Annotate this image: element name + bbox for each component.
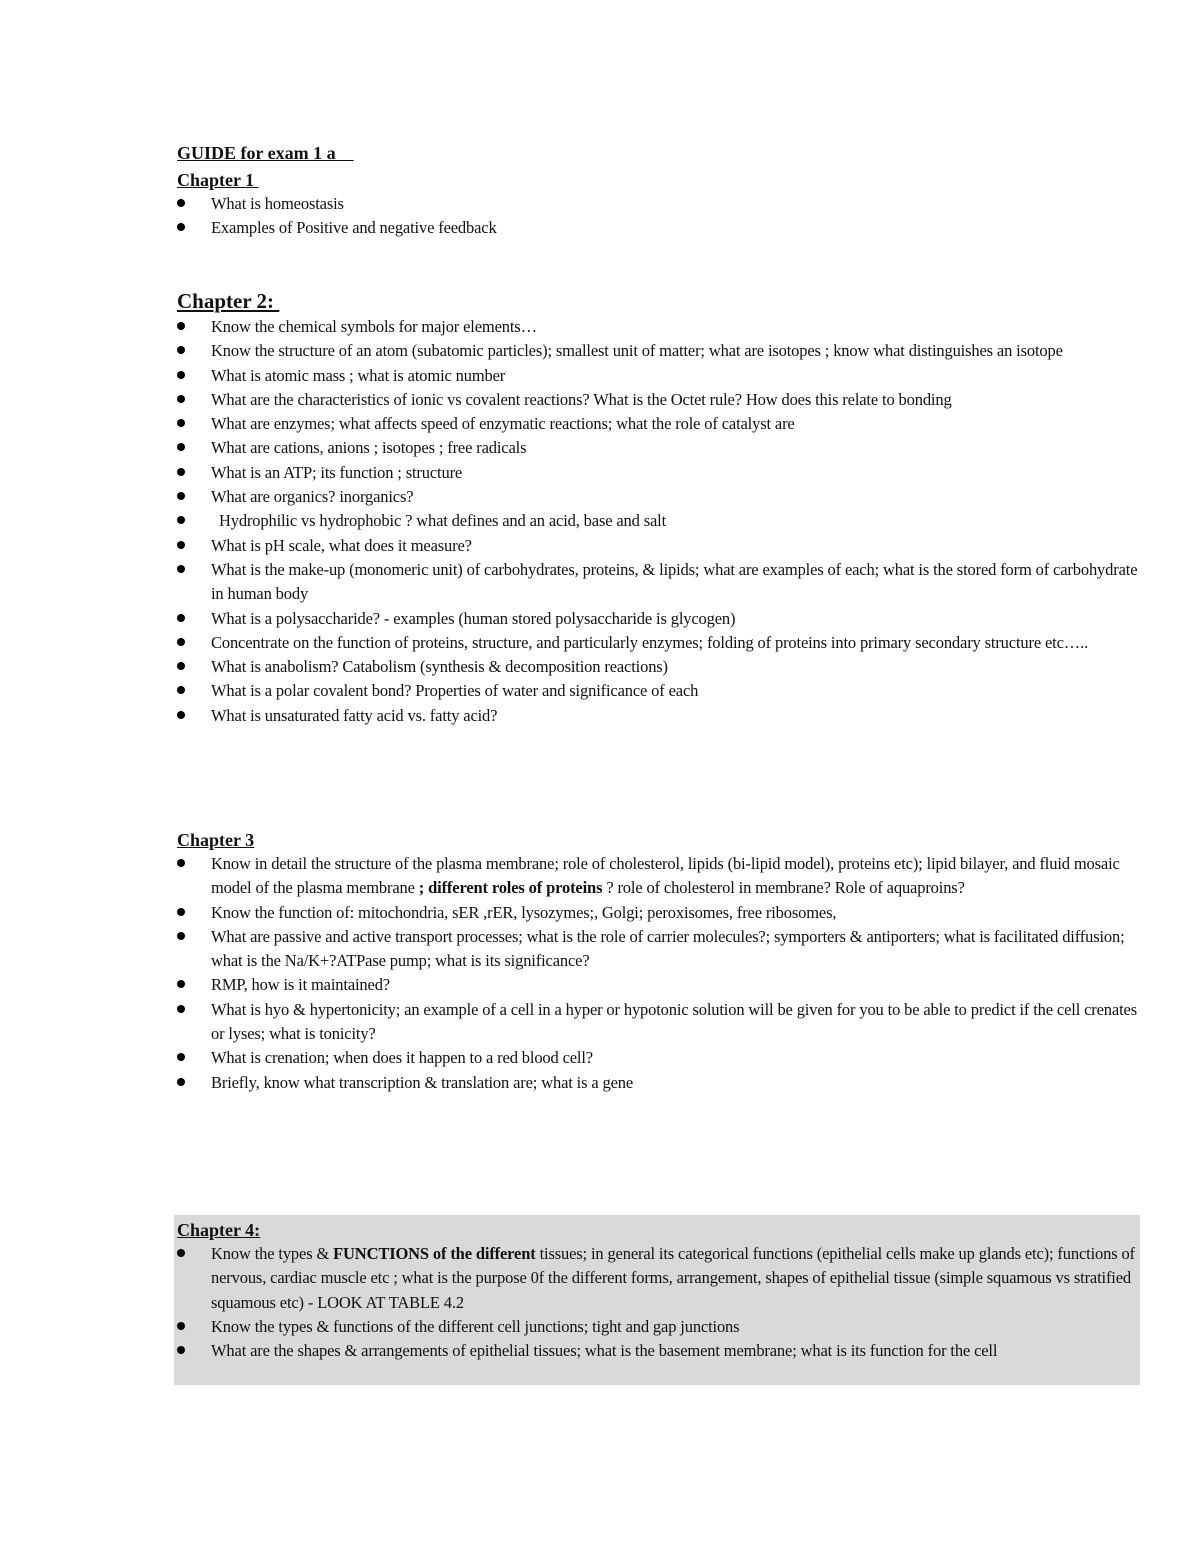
chapter-3-section — [177, 828, 1142, 1095]
list-item: Know the function of: mitochondria, sER ,rER, lysozymes;, Golgi; peroxisomes, free ribosomes, — [177, 901, 1142, 925]
bullet-icon — [177, 1078, 185, 1086]
list-item: What is atomic mass ; what is atomic number — [177, 364, 1142, 388]
bullet-icon — [177, 711, 185, 719]
bullet-icon — [177, 1346, 185, 1354]
list-item: What are organics? inorganics? — [177, 485, 1142, 509]
bullet-icon — [177, 223, 185, 231]
bullet-icon — [177, 1322, 185, 1330]
chapter-4-section — [177, 1218, 1142, 1363]
chapter-2-list — [177, 315, 1142, 728]
bullet-icon — [177, 395, 185, 403]
bullet-icon — [177, 492, 185, 500]
list-item: What are enzymes; what affects speed of enzymatic reactions; what the role of catalyst are — [177, 412, 1142, 436]
bullet-icon — [177, 371, 185, 379]
bullet-icon — [177, 662, 185, 670]
bullet-icon — [177, 346, 185, 354]
bullet-icon — [177, 199, 185, 207]
list-item: What is hyo & hypertonicity; an example of a cell in a hyper or hypotonic solution will be given for you to be able to predict if the cell crenates or lyses; what is tonicity? — [177, 998, 1142, 1047]
list-item: Examples of Positive and negative feedback — [177, 216, 1142, 240]
chapter-2-section — [177, 287, 1142, 728]
bullet-icon — [177, 1249, 185, 1257]
list-item: What are cations, anions ; isotopes ; free radicals — [177, 436, 1142, 460]
list-item: Hydrophilic vs hydrophobic ? what defines and an acid, base and salt — [177, 509, 1142, 533]
bullet-icon — [177, 638, 185, 646]
list-item: Know the chemical symbols for major elements… — [177, 315, 1142, 339]
list-item: What is an ATP; its function ; structure — [177, 461, 1142, 485]
chapter-2-heading: Chapter 2: — [177, 289, 280, 313]
bullet-icon — [177, 859, 185, 867]
bullet-icon — [177, 565, 185, 573]
chapter-3-list — [177, 852, 1142, 1095]
chapter-1-list — [177, 192, 1142, 241]
bullet-icon — [177, 443, 185, 451]
chapter-3-heading: Chapter 3 — [177, 830, 255, 850]
list-item: Know the types & functions of the different cell junctions; tight and gap junctions — [177, 1315, 1142, 1339]
chapter-1-heading: Chapter 1 — [177, 170, 259, 190]
list-item: Know in detail the structure of the plasma membrane; role of cholesterol, lipids (bi-lipid model), proteins etc); lipid bilayer, and fluid mosaic model of the plasma membrane ; different roles of proteins ? role of cholesterol in membrane? Role of aquaproins? — [177, 852, 1142, 901]
list-item: What are the characteristics of ionic vs covalent reactions? What is the Octet rule? How does this relate to bonding — [177, 388, 1142, 412]
list-item: What is crenation; when does it happen to a red blood cell? — [177, 1046, 1142, 1070]
bullet-icon — [177, 686, 185, 694]
list-item: What is pH scale, what does it measure? — [177, 534, 1142, 558]
bullet-icon — [177, 1053, 185, 1061]
bullet-icon — [177, 541, 185, 549]
bullet-icon — [177, 419, 185, 427]
list-item: What is a polar covalent bond? Properties of water and significance of each — [177, 679, 1142, 703]
list-item: What are passive and active transport processes; what is the role of carrier molecules?; symporters & antiporters; what is facilitated diffusion; what is the Na/K+?ATPase pump; what is its significance? — [177, 925, 1142, 974]
list-item: What is homeostasis — [177, 192, 1142, 216]
chapter-4-heading: Chapter 4: — [177, 1220, 261, 1240]
list-item: Know the types & FUNCTIONS of the different tissues; in general its categorical functions (epithelial cells make up glands etc); functions of nervous, cardiac muscle etc ; what is the purpose 0f the different forms, arrangement, shapes of epithelial tissue (simple squamous vs stratified squamous etc) - LOOK AT TABLE 4.2 — [177, 1242, 1142, 1315]
list-item: What is unsaturated fatty acid vs. fatty acid? — [177, 704, 1142, 728]
bullet-icon — [177, 516, 185, 524]
bullet-icon — [177, 614, 185, 622]
list-item: What is anabolism? Catabolism (synthesis & decomposition reactions) — [177, 655, 1142, 679]
list-item: What are the shapes & arrangements of epithelial tissues; what is the basement membrane; what is its function for the cell — [177, 1339, 1142, 1363]
document-title: GUIDE for exam 1 a — [177, 143, 354, 163]
bullet-icon — [177, 932, 185, 940]
list-item: Briefly, know what transcription & translation are; what is a gene — [177, 1071, 1142, 1095]
list-item: What is the make-up (monomeric unit) of carbohydrates, proteins, & lipids; what are examples of each; what is the stored form of carbohydrate in human body — [177, 558, 1142, 607]
bullet-icon — [177, 1005, 185, 1013]
list-item: Know the structure of an atom (subatomic particles); smallest unit of matter; what are isotopes ; know what distinguishes an isotope — [177, 339, 1142, 363]
bullet-icon — [177, 908, 185, 916]
chapter-4-list — [177, 1242, 1142, 1363]
bullet-icon — [177, 980, 185, 988]
bullet-icon — [177, 468, 185, 476]
list-item: RMP, how is it maintained? — [177, 973, 1142, 997]
bullet-icon — [177, 322, 185, 330]
chapter-1-section — [177, 168, 1142, 241]
list-item: Concentrate on the function of proteins, structure, and particularly enzymes; folding of proteins into primary secondary structure etc….. — [177, 631, 1142, 655]
list-item: What is a polysaccharide? - examples (human stored polysaccharide is glycogen) — [177, 607, 1142, 631]
